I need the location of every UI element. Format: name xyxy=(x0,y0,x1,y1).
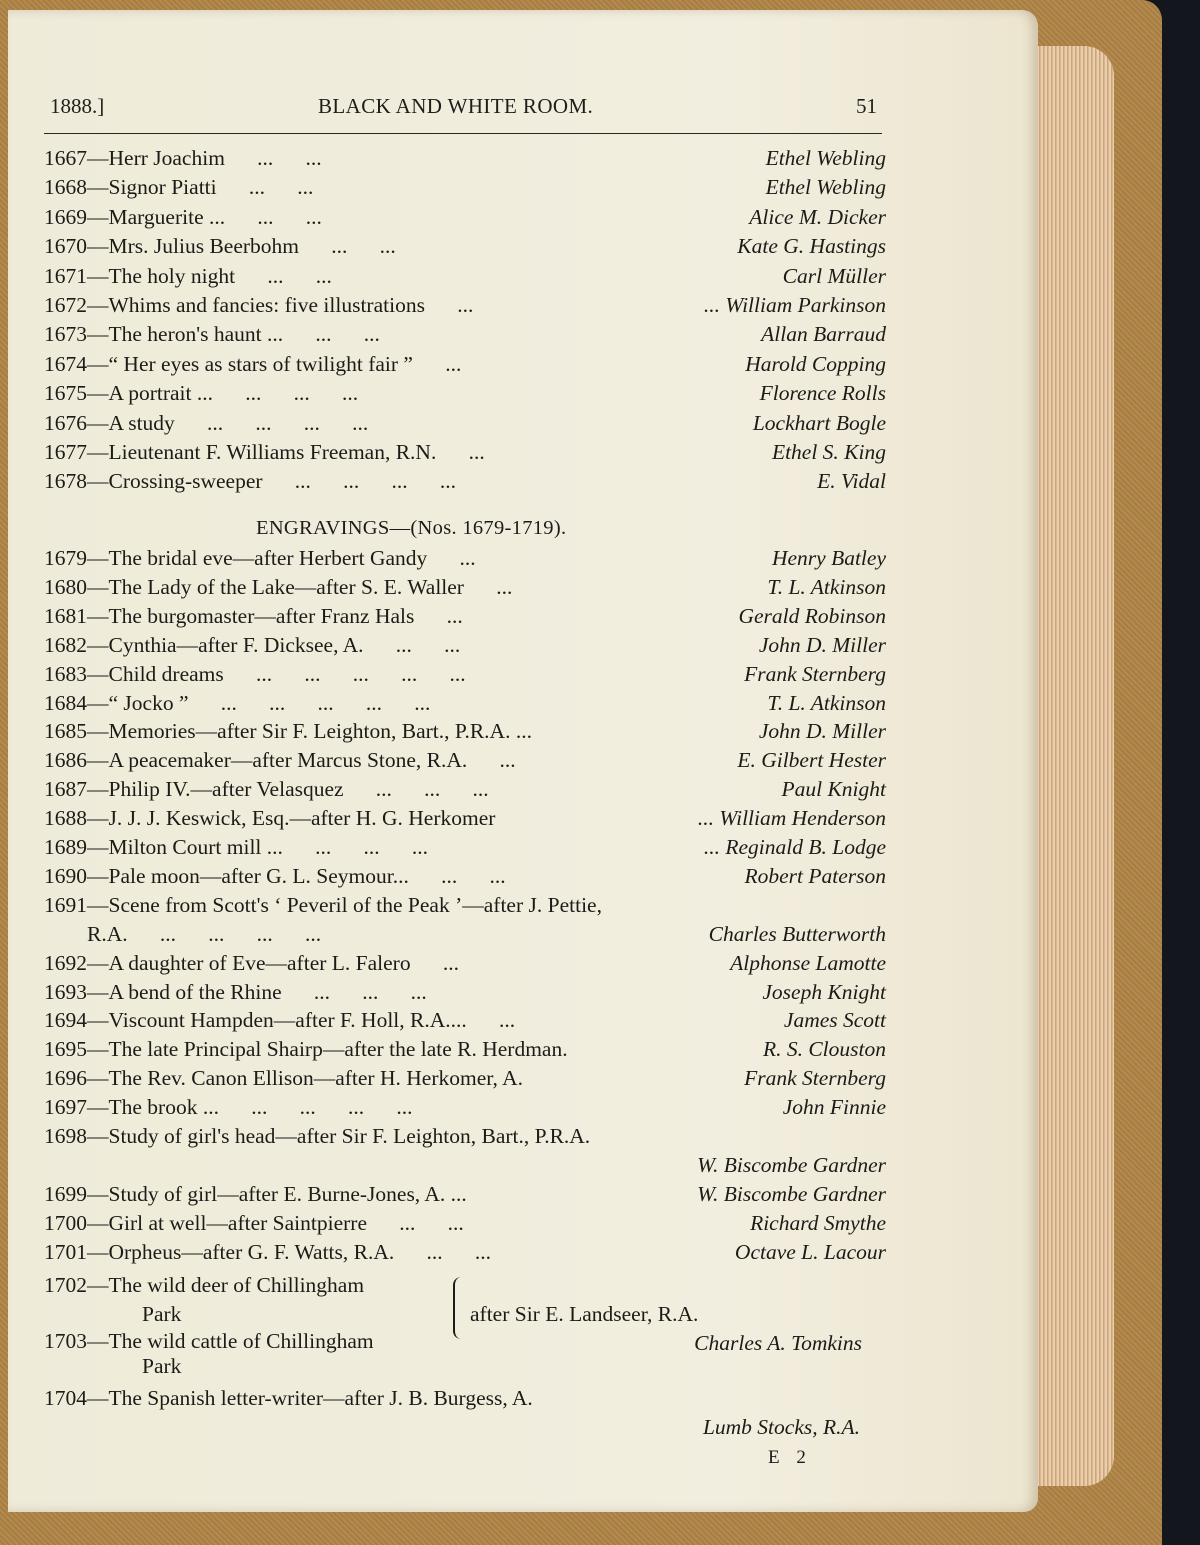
entry-title: R.A. ... ... ... ... xyxy=(44,921,322,946)
entry-title: 1675—A portrait ... ... ... ... xyxy=(44,381,359,406)
entry-artist: Ethel Webling xyxy=(765,146,886,170)
entry-artist: Frank Sternberg xyxy=(744,661,886,686)
entry-1703-title: 1703—The wild cattle of Chillingham xyxy=(44,1329,374,1353)
entry-artist: James Scott xyxy=(783,1008,886,1033)
list-item xyxy=(44,1240,886,1270)
entry-title: 1674—“ Her eyes as stars of twilight fair ” ... xyxy=(44,351,462,376)
entry-artist: Ethel Webling xyxy=(765,175,886,200)
entry-artist: E. Gilbert Hester xyxy=(737,748,886,773)
list-item xyxy=(44,264,886,294)
entry-artist: Alice M. Dicker xyxy=(749,204,886,229)
list-item xyxy=(44,1095,886,1125)
entry-title: 1684—“ Jocko ” ... ... ... ... ... xyxy=(44,690,431,715)
entry-1703-park: Park xyxy=(142,1354,182,1378)
header-year: 1888.] xyxy=(50,94,105,118)
entry-title: 1688—J. J. J. Keswick, Esq.—after H. G. Herkomer xyxy=(44,806,496,831)
entry-artist: Alphonse Lamotte xyxy=(730,950,886,975)
entry-artist: Henry Batley xyxy=(771,546,886,570)
entry-title: 1696—The Rev. Canon Ellison—after H. Herkomer, A. xyxy=(44,1066,524,1091)
list-item xyxy=(44,633,886,663)
list-item xyxy=(44,806,886,836)
signature-mark: E 2 xyxy=(768,1447,812,1468)
entry-title: 1692—A daughter of Eve—after L. Falero ... xyxy=(44,950,459,975)
list-item xyxy=(44,922,886,952)
entry-artist: John D. Miller xyxy=(758,632,886,657)
list-item xyxy=(44,440,886,470)
entry-artist: Lockhart Bogle xyxy=(752,410,886,435)
header-title: BLACK AND WHITE ROOM. xyxy=(318,94,594,118)
entry-title: 1678—Crossing-sweeper ... ... ... ... xyxy=(44,469,457,494)
entry-1704-engraver: Lumb Stocks, R.A. xyxy=(702,1415,860,1439)
list-item xyxy=(44,469,886,499)
list-item xyxy=(44,381,886,411)
entry-title: 1698—Study of girl's head—after Sir F. Leighton, Bart., P.R.A. xyxy=(44,1124,591,1148)
entry-title: 1672—Whims and fancies: five illustrations ... xyxy=(44,293,474,317)
entry-artist: ... William Henderson xyxy=(697,806,886,831)
list-item xyxy=(44,662,886,692)
entry-title: 1694—Viscount Hampden—after F. Holl, R.A.... ... xyxy=(44,1008,516,1033)
list-item xyxy=(44,575,886,605)
list-item xyxy=(44,980,886,1010)
entry-title: 1700—Girl at well—after Saintpierre ... ... xyxy=(44,1210,464,1235)
entry-title: 1680—The Lady of the Lake—after S. E. Waller ... xyxy=(44,574,513,599)
entry-title: 1701—Orpheus—after G. F. Watts, R.A. ... ... xyxy=(44,1239,492,1264)
list-item xyxy=(44,951,886,981)
entry-artist: Gerald Robinson xyxy=(738,603,886,628)
entry-title: 1679—The bridal eve—after Herbert Gandy ... xyxy=(44,546,476,570)
entry-title: 1671—The holy night ... ... xyxy=(44,263,332,288)
list-item xyxy=(44,835,886,865)
list-item xyxy=(44,234,886,264)
entry-artist: Joseph Knight xyxy=(762,979,886,1004)
list-item xyxy=(44,691,886,721)
list-item xyxy=(44,1066,886,1096)
entry-artist: ... William Parkinson xyxy=(703,293,886,317)
entry-artist: R. S. Clouston xyxy=(762,1037,886,1062)
entry-title: 1670—Mrs. Julius Beerbohm ... ... xyxy=(44,234,396,259)
header-rule xyxy=(44,133,882,134)
list-item xyxy=(44,1211,886,1241)
entry-title: 1687—Philip IV.—after Velasquez ... ... ... xyxy=(44,777,489,802)
entry-1703-engraver: Charles A. Tomkins xyxy=(694,1331,862,1355)
entry-artist: Frank Sternberg xyxy=(744,1066,886,1091)
entry-title: 1689—Milton Court mill ... ... ... ... xyxy=(44,835,429,859)
entry-artist: T. L. Atkinson xyxy=(767,690,886,715)
entry-artist: W. Biscombe Gardner xyxy=(697,1181,886,1206)
grouping-brace xyxy=(453,1277,465,1339)
entry-artist: Carl Müller xyxy=(782,263,886,288)
list-item xyxy=(44,146,886,176)
entry-title: 1685—Memories—after Sir F. Leighton, Bart., P.R.A. ... xyxy=(44,719,532,744)
list-item xyxy=(44,352,886,382)
entry-title: 1676—A study ... ... ... ... xyxy=(44,410,369,435)
entry-title: 1677—Lieutenant F. Williams Freeman, R.N. ... xyxy=(44,440,485,464)
entry-1702-park: Park xyxy=(142,1302,182,1326)
entry-title: 1668—Signor Piatti ... ... xyxy=(44,175,314,200)
list-item xyxy=(44,719,886,749)
entry-artist: ... Reginald B. Lodge xyxy=(703,835,886,859)
entry-artist: Paul Knight xyxy=(781,777,886,802)
page-edges xyxy=(1028,46,1114,1486)
entry-artist: Charles Butterworth xyxy=(708,921,886,946)
entry-artist: Harold Copping xyxy=(745,351,886,376)
entry-title: 1699—Study of girl—after E. Burne-Jones, A. ... xyxy=(44,1181,467,1206)
list-item xyxy=(44,411,886,441)
entry-artist: W. Biscombe Gardner xyxy=(697,1152,886,1177)
entry-title: 1690—Pale moon—after G. L. Seymour... ... ... xyxy=(44,863,506,888)
entry-artist: Robert Paterson xyxy=(744,863,886,888)
running-header xyxy=(50,94,880,130)
list-item xyxy=(44,1153,886,1183)
entry-title: 1695—The late Principal Shairp—after the late R. Herdman. xyxy=(44,1037,568,1062)
list-item xyxy=(44,893,886,923)
section-heading: ENGRAVINGS—(Nos. 1679-1719). xyxy=(256,517,567,539)
entry-artist: John D. Miller xyxy=(758,719,886,744)
entry-artist: Octave L. Lacour xyxy=(734,1239,886,1264)
entry-artist: Florence Rolls xyxy=(759,381,886,406)
list-item xyxy=(44,748,886,778)
entry-title: 1669—Marguerite ... ... ... xyxy=(44,204,322,229)
entry-title: 1686—A peacemaker—after Marcus Stone, R.A. ... xyxy=(44,748,516,773)
list-item xyxy=(44,205,886,235)
entry-title: 1693—A bend of the Rhine ... ... ... xyxy=(44,979,427,1004)
entry-artist: T. L. Atkinson xyxy=(767,574,886,599)
entry-title: 1667—Herr Joachim ... ... xyxy=(44,146,322,170)
shared-attribution: after Sir E. Landseer, R.A. xyxy=(470,1302,699,1326)
page-number: 51 xyxy=(856,94,877,118)
entry-artist: Kate G. Hastings xyxy=(737,234,886,259)
list-item xyxy=(44,604,886,634)
list-item xyxy=(44,1182,886,1212)
entry-artist: Richard Smythe xyxy=(750,1210,886,1235)
entry-title: 1681—The burgomaster—after Franz Hals ... xyxy=(44,603,463,628)
entry-title: 1683—Child dreams ... ... ... ... ... xyxy=(44,661,466,686)
list-item xyxy=(44,293,886,323)
list-item xyxy=(44,1037,886,1067)
entry-title: 1697—The brook ... ... ... ... ... xyxy=(44,1095,413,1120)
list-item xyxy=(44,546,886,576)
list-item xyxy=(44,864,886,894)
list-item xyxy=(44,1124,886,1154)
entry-artist: Ethel S. King xyxy=(771,440,886,464)
entry-artist: John Finnie xyxy=(782,1095,886,1120)
entry-1704-title: 1704—The Spanish letter-writer—after J. B. Burgess, A. xyxy=(44,1386,533,1410)
entry-artist: Allan Barraud xyxy=(761,322,886,347)
entry-title: 1682—Cynthia—after F. Dicksee, A. ... ... xyxy=(44,632,461,657)
list-item xyxy=(44,1008,886,1038)
list-item xyxy=(44,777,886,807)
list-item xyxy=(44,322,886,352)
entry-1702-title: 1702—The wild deer of Chillingham xyxy=(44,1273,365,1297)
entry-artist: E. Vidal xyxy=(817,469,886,494)
entry-title: 1691—Scene from Scott's ‘ Peveril of the Peak ’—after J. Pettie, xyxy=(44,892,602,917)
entry-title: 1673—The heron's haunt ... ... ... xyxy=(44,322,380,347)
list-item xyxy=(44,175,886,205)
